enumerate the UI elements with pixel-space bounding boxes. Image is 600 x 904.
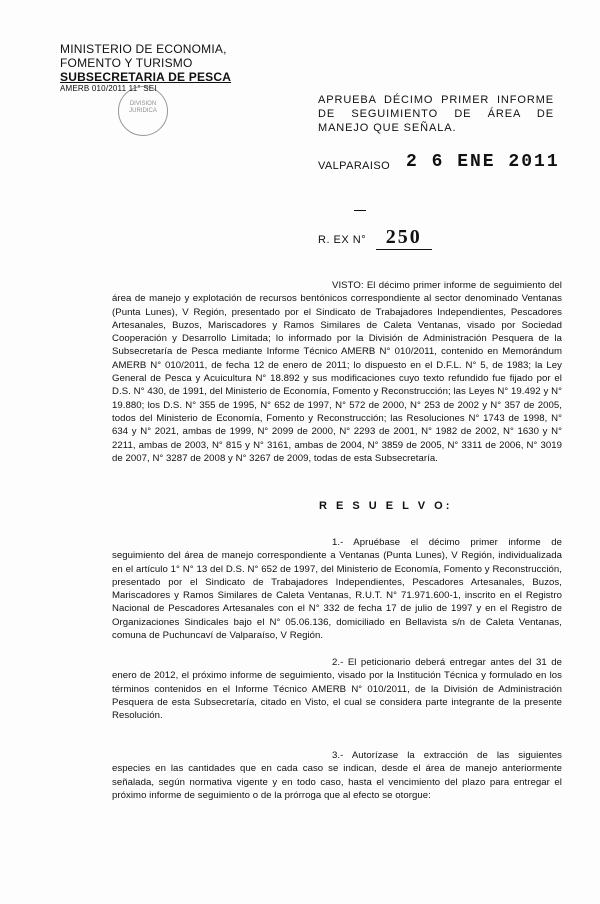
visto-paragraph (112, 279, 562, 465)
resuelvo-paragraph-2 (112, 656, 562, 722)
resolution-title: APRUEBA DÉCIMO PRIMER INFORME DE SEGUIMIENTO DE ÁREA DE MANEJO QUE SEÑALA. (318, 94, 554, 134)
paragraph-1-text: 1.- Apruébase el décimo primer informe de seguimiento del área de manejo correspondiente a Ventanas (Punta Lunes), V Región, individualizada en el artículo 1° N° 13 del D.S. N° 652 de 1997, del Ministerio de Economía, Fomento y Reconstrucción, presentado por el Sindicato de Trabajadores Independientes, Pescadores Artesanales, Buzos, Mariscadores y Ramos Similares de Caleta Ventanas, R.U.T. N° 71.971.600-1, inscrito en el Registro Nacional de Pescadores Artesanales con el N° 332 de fecha 17 de julio de 1997 y en el Registro de Organizaciones Sindicales bajo el N° 05.06.136, domiciliado en Bellavista s/n de Caleta Ventanas, comuna de Puchuncaví de Valparaíso, V Región. (112, 537, 562, 642)
paragraph-2-text: 2.- El peticionario deberá entregar antes del 31 de enero de 2012, el próximo informe de seguimiento, visado por la Institución Técnica y formulado en los términos contenidos en el Informe Técnico AMERB N° 010/2011, de la División de Administración Pesquera de esta Subsecretaría, citado en Visto, el cual se considera parte integrante de la presente Resolución. (112, 657, 562, 722)
subsecretaria-name: SUBSECRETARIA DE PESCA (60, 70, 232, 84)
ministry-subname: FOMENTO Y TURISMO (60, 56, 193, 70)
visto-text: El décimo primer informe de seguimiento del área de manejo y explotación de recursos bentónicos correspondiente al sector denominado Ventanas (Punta Lunes), V Región, presentado por el Sindicato de Trabajadores Independientes, Pescadores Artesanales, Buzos, Mariscadores y Ramos Similares de Caleta Ventanas, visado por Sociedad Cooperación y Desarrollo Limitada; lo informado por la División de Administración Pesquera de la Subsecretaría de Pesca mediante Informe Técnico AMERB N° 010/2011, contenido en Memorándum AMERB N° 010/2011, de fecha 12 de enero de 2011; lo dispuesto en el D.F.L. N° 5, de 1983; la Ley General de Pesca y Acuicultura N° 18.892 y sus modificaciones cuyo texto refundido fue fijado por el D.S. N° 430, de 1991, del Ministerio de Economía, Fomento y Reconstrucción; las Leyes N° 19.492 y N° 19.880; los D.S. N° 355 de 1995, N° 652 de 1997, N° 572 de 2000, N° 253 de 2002 y N° 357 de 2005, todos del Ministerio de Economía, Fomento y Reconstrucción; las Resoluciones N° 1743 de 1998, N° 634 y N° 2021, ambas de 1999, N° 2099 de 2000, N° 2293 de 2001, N° 1982 de 2002, N° 1630 y N° 2211, ambas de 2003, N° 815 y N° 3161, ambas de 2004, N° 3859 de 2005, N° 3311 de 2006, N° 3019 de 2007, N° 3287 de 2008 y N° 3267 de 2009, todas de esta Subsecretaría. (112, 280, 562, 464)
ministry-name: MINISTERIO DE ECONOMIA, (60, 42, 227, 56)
stamp-text: DIVISION JURIDICA (129, 101, 157, 114)
resuelvo-paragraph-3 (112, 749, 562, 802)
paragraph-3-text: 3.- Autorízase la extracción de las siguientes especies en las cantidades que en cada caso se indican, desde el área de manejo anteriormente señalada, según normativa vigente y en todo caso, hasta el vencimiento del plazo para entregar el próximo informe de seguimiento o de la prórroga que al efecto se otorgue: (112, 750, 562, 801)
place-name: VALPARAISO (318, 160, 391, 172)
rex-dash (354, 210, 366, 211)
rex-label: R. EX N° (318, 234, 367, 246)
date-stamp: 2 6 ENE 2011 (406, 152, 560, 172)
rex-number: 250 (376, 226, 432, 250)
resuelvo-paragraph-1 (112, 536, 562, 642)
division-stamp (118, 86, 168, 136)
place-date (318, 152, 560, 172)
visto-label: VISTO: (332, 280, 364, 291)
resolution-number (318, 226, 432, 250)
resuelvo-heading: R E S U E L V O: (319, 500, 453, 512)
amerb-reference: AMERB 010/2011 11° SEI (60, 84, 157, 93)
